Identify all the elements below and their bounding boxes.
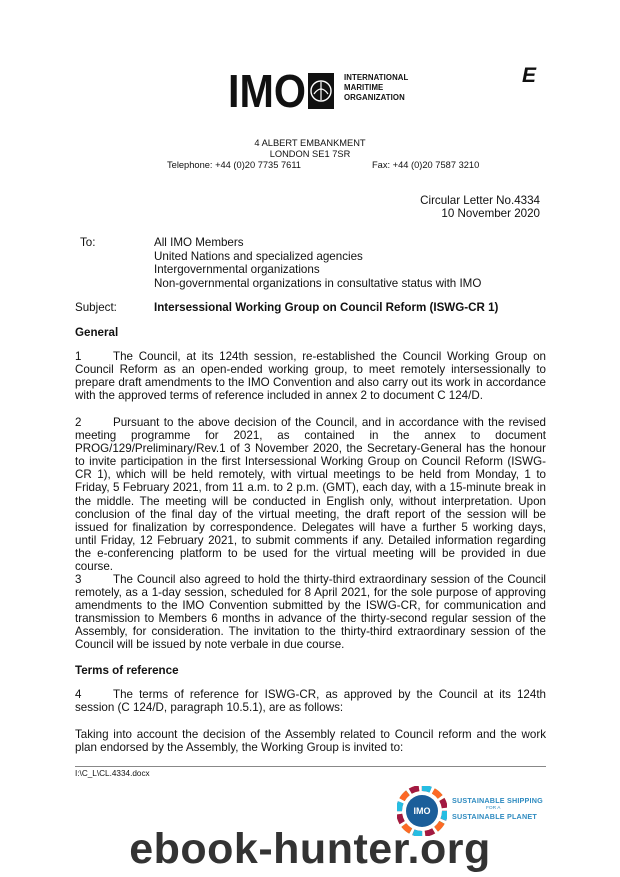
circular-date: 10 November 2020: [441, 207, 540, 220]
sdg-badge-line-1: SUSTAINABLE SHIPPING: [452, 796, 543, 805]
svg-text:IMO: IMO: [413, 806, 431, 816]
recipient-item: All IMO Members: [154, 236, 244, 249]
sdg-badge-line-3: SUSTAINABLE PLANET: [452, 812, 537, 821]
intro-text: Taking into account the decision of the Assembly related to Council reform and the work plan endorsed by the Assembly, the Working Group is invited to:: [75, 728, 546, 755]
recipient-item: Intergovernmental organizations: [154, 263, 320, 277]
paragraph-4: 4 The terms of reference for ISWG-CR, as approved by the Council at its 124th session (C 124/D, paragraph 10.5.1), are as follows:: [75, 688, 546, 715]
address-line-2: LONDON SE1 7SR: [269, 149, 351, 159]
paragraph-1: 1 The Council, at its 124th session, re-established the Council Working Group on Council Reform as an open-ended working group, to meet remotely intersessionally to prepare draft amendments to the IMO Convention and also carry out its work in accordance with the approved terms of reference included in annex 2 to document C 124/D.: [75, 350, 546, 403]
paragraph-2: 2 Pursuant to the above decision of the Council, and in accordance with the revised meeting programme for 2021, as contained in the annex to document PROG/129/Preliminary/Rev.1 of 3 November 2020, the Secretary-General has the honour to invite participation in the first Intersessional Working Group on Council Reform (ISWG-CR 1), which will be held remotely, with virtual meetings to be held from Monday, 1 to Friday, 5 February 2021, from 11 a.m. to 2 p.m. (GMT), each day, with a 15-minute break in the middle. The meeting will be conducted in English only, without interpretation. Upon conclusion of the final day of the virtual meeting, the draft report of the session will be issued for finalization by correspondence. Delegates will have a further 5 working days, until Friday, 12 February 2021, to submit comments if any. Detailed information regarding the e-conferencing platform to be used for the virtual meeting will be provided in due course.: [75, 416, 546, 574]
language-code: E: [522, 64, 537, 87]
watermark: ebook-hunter.org: [129, 825, 491, 873]
telephone: Telephone: +44 (0)20 7735 7611: [167, 160, 301, 170]
organization-name: INTERNATIONAL MARITIME ORGANIZATION: [344, 73, 409, 102]
subject-label: Subject:: [75, 301, 117, 314]
imo-logo: [228, 70, 335, 112]
paragraph-3: 3 The Council also agreed to hold the thirty-third extraordinary session of the Council remotely, as a 1-day session, scheduled for 8 April 2021, for the sole purpose of approving amendments to the IMO Convention submitted by the ISWG-CR, for communication and transmission to Members 6 months in advance of the thirty-second regular session of the Assembly, for consideration. The invitation to the thirty-third extraordinary session of the Council will be issued by note verbale in due course.: [75, 573, 546, 652]
subject-text: Intersessional Working Group on Council Reform (ISWG-CR 1): [154, 301, 499, 314]
recipient-item: Non-governmental organizations in consultative status with IMO: [154, 276, 482, 290]
sdg-badge-line-2: FOR A: [486, 806, 501, 811]
footer-divider: [75, 766, 546, 767]
svg-text:IMO: IMO: [228, 70, 306, 112]
section-heading-terms: Terms of reference: [75, 664, 179, 677]
circular-letter-number: Circular Letter No.4334: [420, 194, 540, 207]
recipient-list: [154, 236, 481, 290]
recipient-item: United Nations and specialized agencies: [154, 249, 363, 263]
address-line-1: 4 ALBERT EMBANKMENT: [254, 138, 366, 148]
section-heading-general: General: [75, 326, 119, 339]
fax: Fax: +44 (0)20 7587 3210: [372, 160, 480, 170]
to-label: To:: [80, 236, 96, 249]
footer-file-path: I:\C_L\CL.4334.docx: [75, 769, 150, 778]
